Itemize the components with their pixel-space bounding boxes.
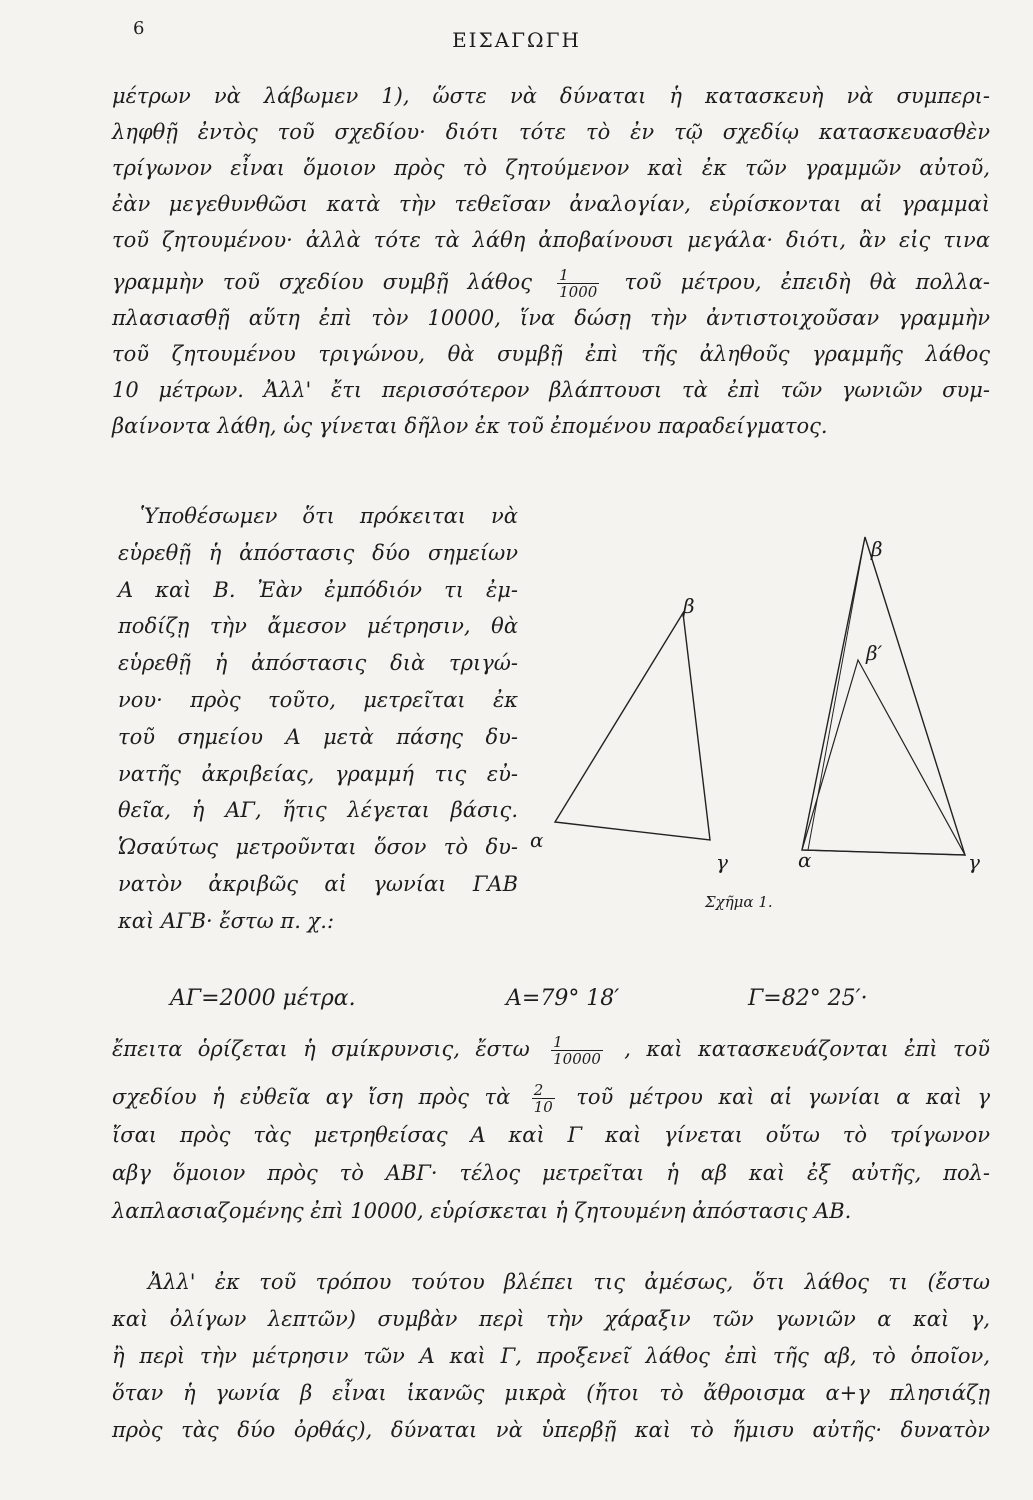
figure-line <box>808 537 865 850</box>
text-line: μέτρων νὰ λάβωμεν 1), ὥστε νὰ δύναται ἡ κατασκευὴ νὰ συμπερι- <box>112 84 990 108</box>
text-line: πρὸς τὰς δύο ὀρθάς), δύναται νὰ ὑπερβῇ καὶ τὸ ἥμισυ αὐτῆς· δυνατὸν <box>112 1418 990 1442</box>
equation-base: ΑΓ=2000 μέτρα. <box>170 986 356 1011</box>
figure-caption: Σχῆμα 1. <box>705 893 773 911</box>
text-line: εὑρεθῇ ἡ ἀπόστασις διὰ τριγώ- <box>118 651 518 676</box>
text-segment: τοῦ μέτρου καὶ αἱ γωνίαι α καὶ γ <box>576 1085 991 1109</box>
text-line: Α καὶ Β. Ἐὰν ἐμπόδιόν τι ἐμ- <box>118 577 518 602</box>
text-line: ἴσαι πρὸς τὰς μετρηθείσας Α καὶ Γ καὶ γίνεται οὕτω τὸ τρίγωνον <box>112 1123 990 1147</box>
text-line: τοῦ ζητουμένου τριγώνου, θὰ συμβῇ ἐπὶ τῆς ἀληθοῦς γραμμῆς λάθος <box>112 342 990 366</box>
equation-angle-a: Α=79° 18′ <box>506 986 620 1011</box>
figure-triangles <box>540 525 1000 925</box>
text-line: τρίγωνον εἶναι ὅμοιον πρὸς τὸ ζητούμενον καὶ ἐκ τῶν γραμμῶν αὐτοῦ, <box>112 156 990 180</box>
label-gamma-right: γ <box>968 850 980 874</box>
text-line: θεῖα, ἡ ΑΓ, ἥτις λέγεται βάσις. <box>118 798 518 823</box>
text-line-with-fraction <box>112 1078 990 1116</box>
triangle-right-large <box>802 537 965 855</box>
text-line: τοῦ σημείου Α μετὰ πάσης δυ- <box>118 724 518 749</box>
label-gamma-left: γ <box>716 850 728 874</box>
text-segment: , καὶ κατασκευάζονται ἐπὶ τοῦ <box>624 1037 991 1061</box>
text-line: ποδίζῃ τὴν ἄμεσον μέτρησιν, θὰ <box>118 614 518 639</box>
label-beta-left: β <box>683 594 695 618</box>
text-segment: γραμμὴν τοῦ σχεδίου συμβῇ λάθος <box>112 270 532 294</box>
text-line: ληφθῇ ἐντὸς τοῦ σχεδίου· διότι τότε τὸ ἐν τῷ σχεδίῳ κατασκευασθὲν <box>112 120 990 144</box>
label-alpha-right: α <box>798 848 812 872</box>
text-line: νατὸν ἀκριβῶς αἱ γωνίαι ΓΑΒ <box>118 871 518 896</box>
fraction-numerator: 1 <box>557 267 599 284</box>
paragraph-1 <box>112 78 990 444</box>
fraction <box>557 267 599 300</box>
text-line: νου· πρὸς τοῦτο, μετρεῖται ἐκ <box>118 687 518 712</box>
text-line: βαίνοντα λάθη, ὡς γίνεται δῆλον ἐκ τοῦ ἐπομένου παραδείγματος. <box>112 414 828 438</box>
paragraph-4 <box>112 1264 990 1449</box>
fraction <box>551 1034 603 1067</box>
fraction-denominator: 10 <box>533 1098 553 1116</box>
text-line-with-fraction <box>112 264 990 300</box>
text-line: νατῆς ἀκριβείας, γραμμή τις εὐ- <box>118 761 518 786</box>
text-line: αβγ ὅμοιον πρὸς τὸ ΑΒΓ· τέλος μετρεῖται ἡ αβ καὶ ἐξ αὐτῆς, πολ- <box>112 1161 990 1185</box>
equation-angle-g: Γ=82° 25′· <box>748 986 868 1011</box>
text-line: καὶ ΑΓΒ· ἔστω π. χ.: <box>118 908 335 933</box>
label-alpha-left: α <box>530 828 544 852</box>
text-line: λαπλασιαζομένης ἐπὶ 10000, εὑρίσκεται ἡ ζητουμένη ἀπόστασις ΑΒ. <box>112 1199 852 1223</box>
text-line: καὶ ὀλίγων λεπτῶν) συμβὰν περὶ τὴν χάραξιν τῶν γωνιῶν α καὶ γ, <box>112 1307 990 1331</box>
fraction <box>532 1082 555 1115</box>
fraction-denominator: 10000 <box>553 1050 601 1068</box>
text-line: 10 μέτρων. Ἀλλ' ἔτι περισσότερον βλάπτουσι τὰ ἐπὶ τῶν γωνιῶν συμ- <box>112 378 990 402</box>
running-head: ΕΙΣΑΓΩΓΗ <box>452 28 581 52</box>
text-line: ὅταν ἡ γωνία β εἶναι ἱκανῶς μικρὰ (ἤτοι τὸ ἄθροισμα α+γ πλησιάζῃ <box>112 1381 990 1405</box>
page-number: 6 <box>133 18 145 39</box>
text-line: ἐὰν μεγεθυνθῶσι κατὰ τὴν τεθεῖσαν ἀναλογίαν, εὑρίσκονται αἱ γραμμαὶ <box>112 192 990 216</box>
text-line: Ὡσαύτως μετροῦνται ὅσον τὸ δυ- <box>118 835 518 860</box>
fraction-denominator: 1000 <box>559 283 598 301</box>
text-line: Ὑποθέσωμεν ὅτι πρόκειται νὰ <box>140 504 518 528</box>
text-segment: τοῦ μέτρου, ἐπειδὴ θὰ πολλα- <box>624 270 991 294</box>
text-line: εὑρεθῇ ἡ ἀπόστασις δύο σημείων <box>118 540 518 565</box>
text-line-with-fraction <box>112 1030 990 1068</box>
text-segment: σχεδίου ἡ εὐθεῖα αγ ἴση πρὸς τὰ <box>112 1085 511 1109</box>
text-line: πλασιασθῇ αὕτη ἐπὶ τὸν 10000, ἵνα δώσῃ τὴν ἀντιστοιχοῦσαν γραμμὴν <box>112 306 990 330</box>
text-line: ἢ περὶ τὴν μέτρησιν τῶν Α καὶ Γ, προξενεῖ λάθος ἐπὶ τῆς αβ, τὸ ὁποῖον, <box>112 1344 990 1368</box>
paragraph-3 <box>112 1030 990 1230</box>
text-segment: ἔπειτα ὁρίζεται ἡ σμίκρυνσις, ἔστω <box>112 1037 530 1061</box>
label-beta-prime: β′ <box>866 641 883 665</box>
fraction-numerator: 2 <box>532 1082 555 1099</box>
paragraph-2 <box>118 498 518 940</box>
text-line: Ἀλλ' ἐκ τοῦ τρόπου τούτου βλέπει τις ἀμέσως, ὅτι λάθος τι (ἔστω <box>148 1270 990 1294</box>
text-line: τοῦ ζητουμένου· ἀλλὰ τότε τὰ λάθη ἀποβαίνουσι μεγάλα· διότι, ἂν εἰς τινα <box>112 228 990 252</box>
triangle-right-small <box>802 660 965 855</box>
fraction-numerator: 1 <box>551 1034 603 1051</box>
label-beta-right: β <box>871 537 883 561</box>
triangle-left <box>555 613 710 840</box>
